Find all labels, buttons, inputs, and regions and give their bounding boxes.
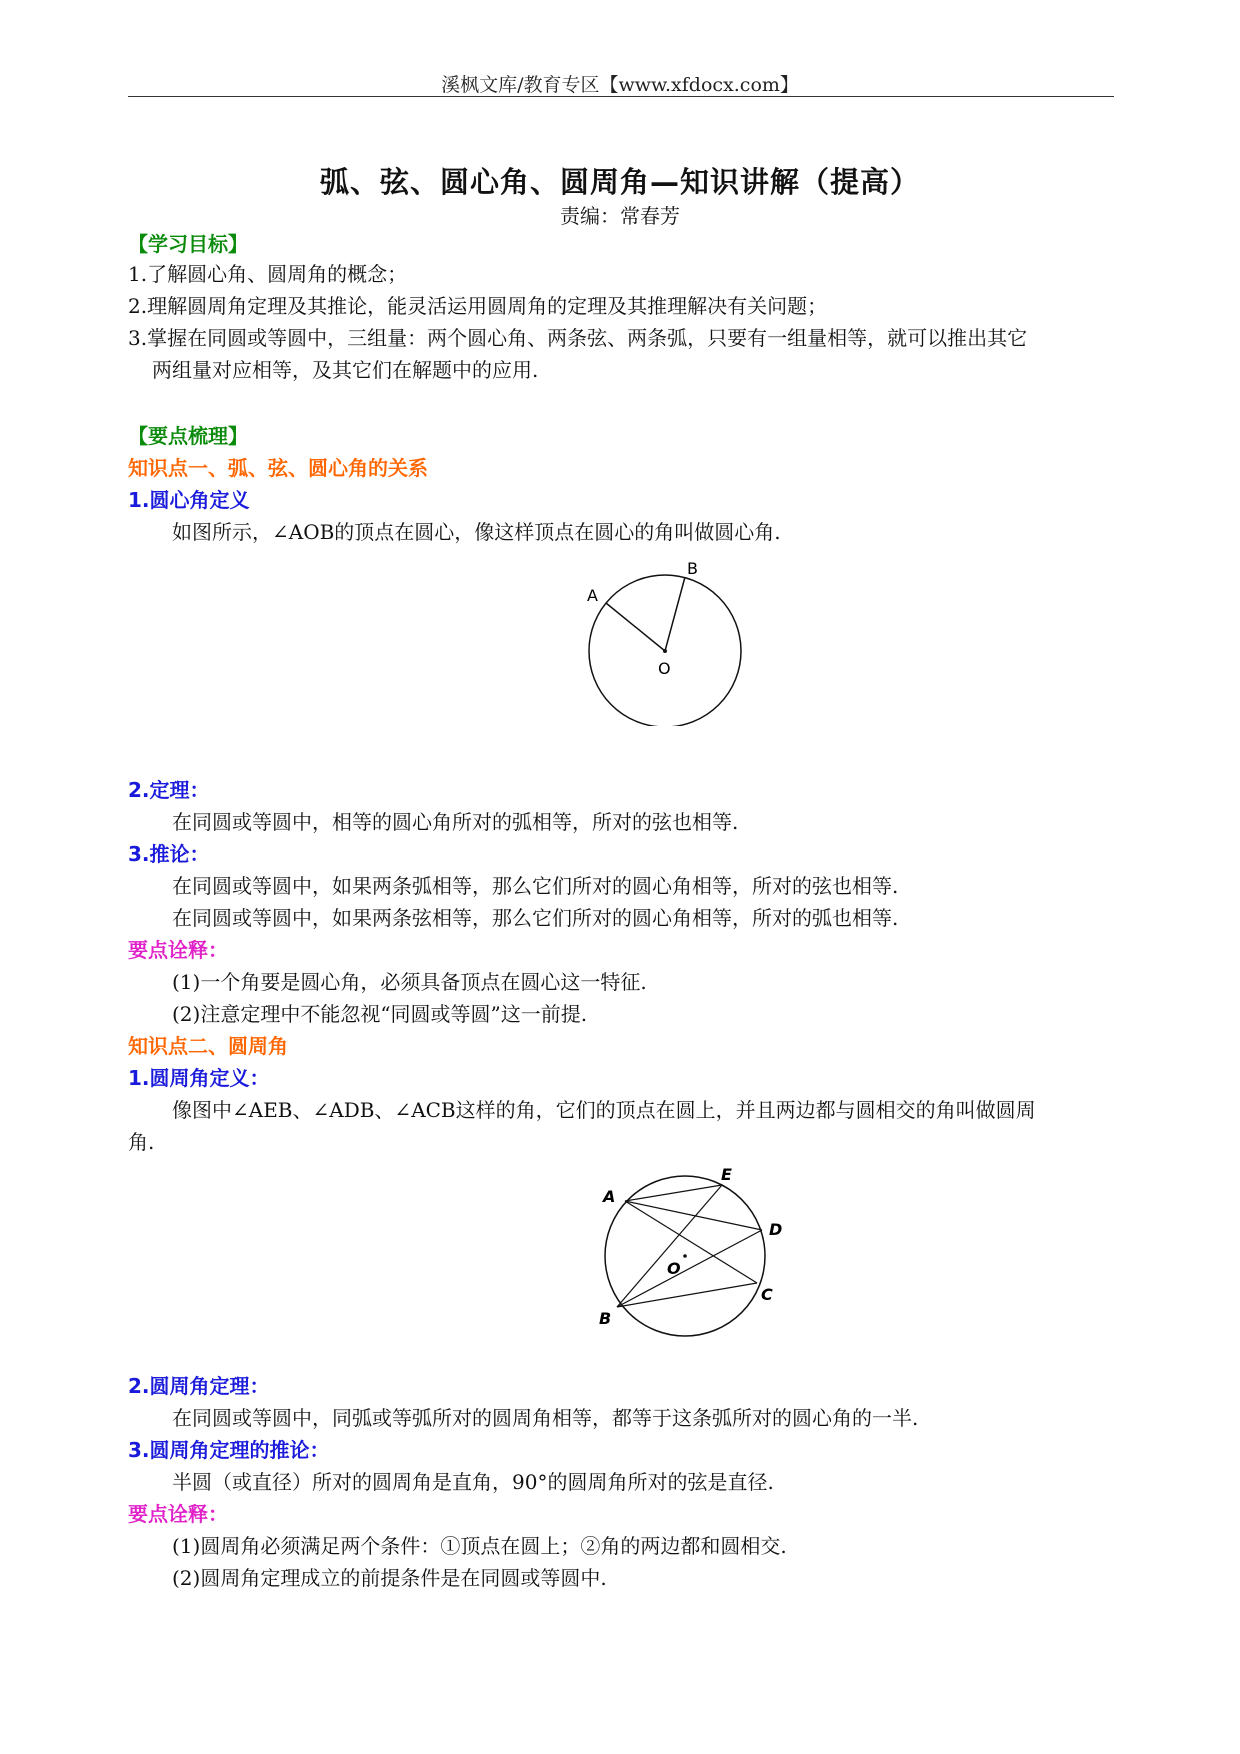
k2-def-title: 1.圆周角定义： [128, 1066, 270, 1090]
points-heading: 【要点梳理】 [128, 424, 248, 448]
k2-note-title: 要点诠释： [128, 1502, 228, 1526]
k1-note-2: (2)注意定理中不能忽视“同圆或等圆”这一前提. [172, 1002, 588, 1026]
header-rule [128, 96, 1114, 97]
k2-def-text-2: 角. [128, 1130, 155, 1154]
goals-heading: 【学习目标】 [128, 232, 248, 256]
k2-thm-text: 在同圆或等圆中，同弧或等弧所对的圆周角相等，都等于这条弧所对的圆心角的一半. [172, 1406, 919, 1430]
k1-note-1: (1)一个角要是圆心角，必须具备顶点在圆心这一特征. [172, 970, 647, 994]
k2-title: 知识点二、圆周角 [128, 1034, 288, 1058]
k2-thm-title: 2.圆周角定理： [128, 1374, 270, 1398]
k1-thm-text: 在同圆或等圆中，相等的圆心角所对的弧相等，所对的弦也相等. [172, 810, 739, 834]
k1-cor-2: 在同圆或等圆中，如果两条弦相等，那么它们所对的圆心角相等，所对的弧也相等. [172, 906, 899, 930]
k2-def-text-1: 像图中∠AEB、∠ADB、∠ACB这样的角，它们的顶点在圆上，并且两边都与圆相交的角叫做圆周 [172, 1098, 1036, 1122]
k2-note-2: (2)圆周角定理成立的前提条件是在同圆或等圆中. [172, 1566, 607, 1590]
k1-thm-title: 2.定理： [128, 778, 210, 802]
goal-item-1: 1.了解圆心角、圆周角的概念； [128, 262, 408, 286]
goal-item-3: 3.掌握在同圆或等圆中，三组量：两个圆心角、两条弦、两条弧，只要有一组量相等，就可以推出其它 [128, 326, 1028, 350]
k1-title: 知识点一、弧、弦、圆心角的关系 [128, 456, 428, 480]
k2-cor-text: 半圆（或直径）所对的圆周角是直角，90°的圆周角所对的弦是直径. [172, 1470, 774, 1494]
chords [617, 1185, 762, 1307]
page-header: 溪枫文库/教育专区【www.xfdocx.com】 [441, 74, 799, 96]
label-d: D [769, 1220, 783, 1239]
label-o: O [658, 659, 671, 678]
label-c: C [761, 1285, 773, 1304]
radius-oa [606, 603, 665, 651]
k1-def-title: 1.圆心角定义 [128, 488, 250, 512]
k1-cor-1: 在同圆或等圆中，如果两条弧相等，那么它们所对的圆心角相等，所对的弦也相等. [172, 874, 899, 898]
k1-def-text: 如图所示，∠AOB的顶点在圆心，像这样顶点在圆心的角叫做圆心角. [172, 520, 781, 544]
k2-note-1: (1)圆周角必须满足两个条件：①顶点在圆上；②角的两边都和圆相交. [172, 1534, 787, 1558]
label-b: B [599, 1309, 612, 1328]
central-angle-figure [575, 556, 755, 726]
doc-editor: 责编：常春芳 [560, 204, 680, 228]
k2-cor-title: 3.圆周角定理的推论： [128, 1438, 330, 1462]
label-b: B [687, 559, 698, 578]
doc-title: 弧、弦、圆心角、圆周角—知识讲解（提高） [319, 165, 920, 199]
k1-cor-title: 3.推论： [128, 842, 210, 866]
goal-item-3-cont: 两组量对应相等，及其它们在解题中的应用. [152, 358, 539, 382]
label-a: A [587, 586, 598, 605]
label-a: A [603, 1187, 616, 1206]
radius-ob [665, 577, 685, 651]
center-point [663, 649, 667, 653]
inscribed-angle-figure [585, 1160, 785, 1338]
label-e: E [721, 1165, 732, 1184]
label-o: O [667, 1259, 681, 1278]
goal-item-2: 2.理解圆周角定理及其推论，能灵活运用圆周角的定理及其推理解决有关问题； [128, 294, 828, 318]
center-point [683, 1254, 687, 1258]
k1-note-title: 要点诠释： [128, 938, 228, 962]
